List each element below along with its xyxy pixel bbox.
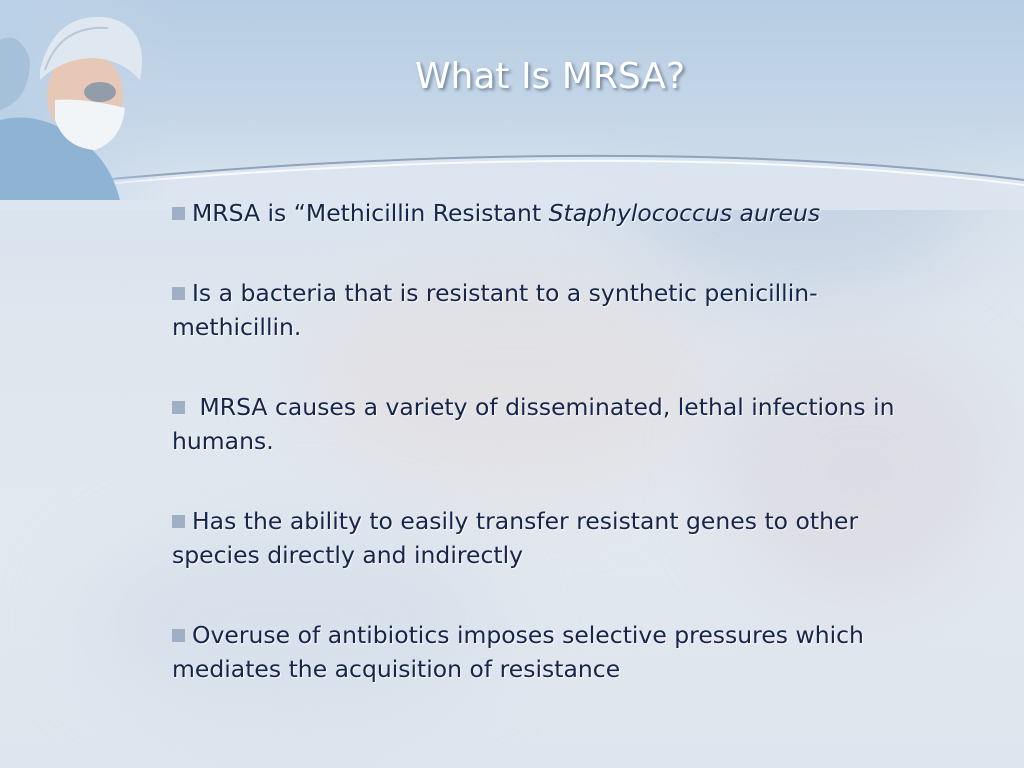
bullet-item (172, 276, 932, 344)
bullet-text: Overuse of antibiotics imposes selective pressures which mediates the acquisition of resistance (172, 621, 864, 683)
bullet-item (172, 618, 932, 686)
surgeon-image (0, 0, 175, 200)
square-bullet-icon (172, 207, 185, 220)
bullet-item (172, 504, 932, 572)
slide-title: What Is MRSA? (414, 56, 686, 97)
bullet-text: MRSA is “Methicillin Resistant (192, 199, 549, 227)
bullet-text: Is a bacteria that is resistant to a synthetic penicillin-methicillin. (172, 279, 818, 341)
bullet-item (172, 390, 932, 458)
square-bullet-icon (172, 287, 185, 300)
bullet-text: Has the ability to easily transfer resistant genes to other species directly and indirectly (172, 507, 859, 569)
square-bullet-icon (172, 515, 185, 528)
bullet-italic-text: Staphylococcus aureus (548, 199, 821, 227)
bullet-text: MRSA causes a variety of disseminated, lethal infections in humans. (172, 393, 895, 455)
bullet-list (172, 196, 932, 732)
square-bullet-icon (172, 629, 185, 642)
square-bullet-icon (172, 401, 185, 414)
bullet-item (172, 196, 932, 230)
